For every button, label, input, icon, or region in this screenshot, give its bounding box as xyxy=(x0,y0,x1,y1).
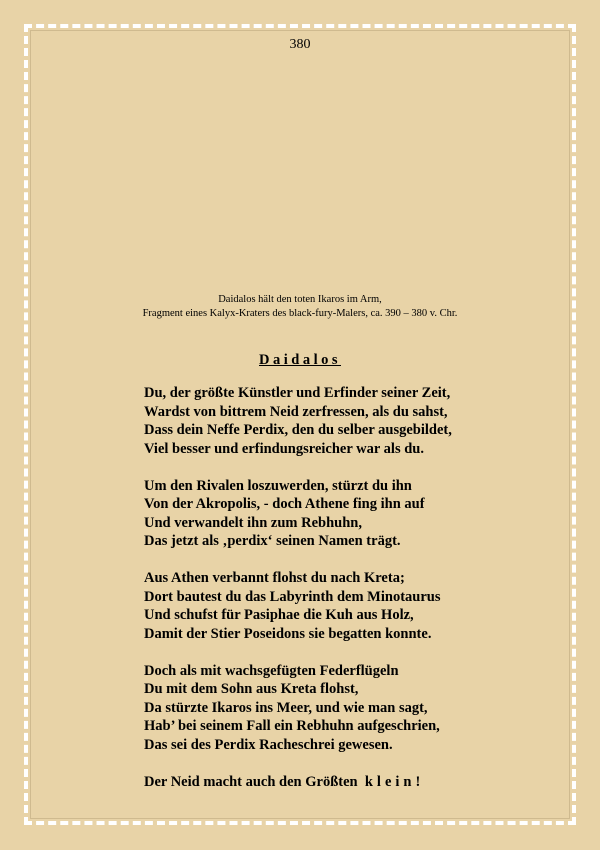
caption-line-2: Fragment eines Kalyx-Kraters des black-fury-Malers, ca. 390 – 380 v. Chr. xyxy=(142,308,458,319)
poem-title: Daidalos xyxy=(259,352,341,368)
poem-line: Du mit dem Sohn aus Kreta flohst, xyxy=(144,681,359,697)
poem-line: Doch als mit wachsgefügten Federflügeln xyxy=(144,662,399,679)
poem-line: Das jetzt als ‚perdix‘ seinen Namen trägt. xyxy=(144,533,401,549)
poem-line: Dort bautest du das Labyrinth dem Minotaurus xyxy=(144,588,441,605)
page-number: 380 xyxy=(289,37,311,52)
caption-line-1: Daidalos hält den toten Ikaros im Arm, xyxy=(218,294,382,305)
final-line-prefix: Der Neid macht auch den Größten xyxy=(144,773,358,790)
poem-line: Von der Akropolis, - doch Athene fing ihn auf xyxy=(144,496,425,512)
poem-line: Damit der Stier Poseidons sie begatten konnte. xyxy=(144,625,432,642)
poem-line: Viel besser und erfindungsreicher war als du. xyxy=(144,440,424,457)
image-caption xyxy=(0,293,600,321)
poem-line: Du, der größte Künstler und Erfinder seiner Zeit, xyxy=(144,385,451,401)
poem-line: Um den Rivalen loszuwerden, stürzt du ihn xyxy=(144,477,412,494)
poem-line: Hab’ bei seinem Fall ein Rebhuhn aufgeschrien, xyxy=(144,718,440,734)
poem-line: Da stürzte Ikaros ins Meer, und wie man sagt, xyxy=(144,699,428,716)
stanza-4 xyxy=(144,662,574,755)
poem-line: Dass dein Neffe Perdix, den du selber ausgebildet, xyxy=(144,422,452,438)
stanza-2 xyxy=(144,477,574,551)
final-line-spaced-word: klein! xyxy=(364,773,425,790)
poem-line: Wardst von bittrem Neid zerfressen, als du sahst, xyxy=(144,403,448,420)
poem-line: Aus Athen verbannt flohst du nach Kreta; xyxy=(144,570,405,586)
poem-body xyxy=(144,384,574,791)
poem-line: Und verwandelt ihn zum Rebhuhn, xyxy=(144,514,362,531)
stanza-1 xyxy=(144,384,574,458)
poem-line: Und schufst für Pasiphae die Kuh aus Holz, xyxy=(144,607,414,623)
poem-line: Das sei des Perdix Racheschrei gewesen. xyxy=(144,736,393,753)
poem-final-line xyxy=(144,773,574,792)
stanza-3 xyxy=(144,569,574,643)
